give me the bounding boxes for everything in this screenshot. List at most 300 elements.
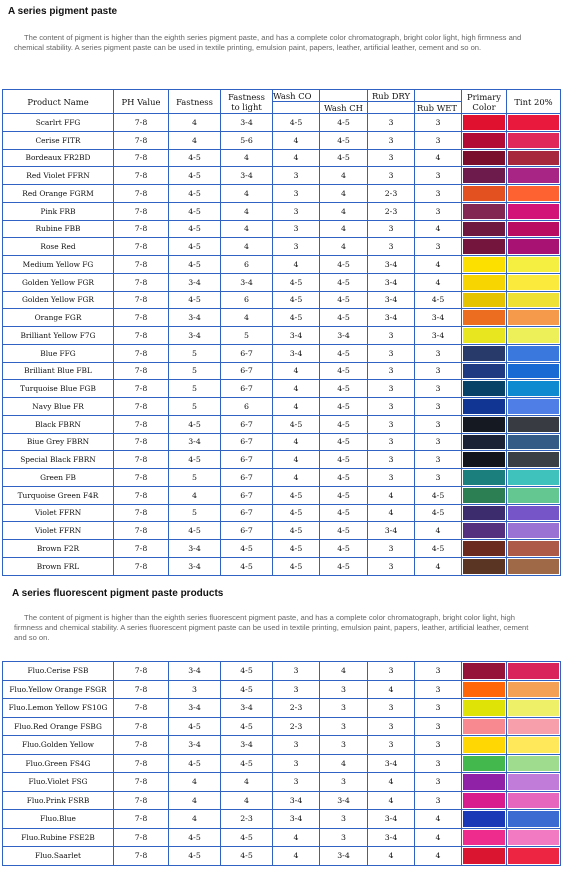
rub-wet-cell: 4 — [415, 828, 462, 847]
header-blank-3 — [273, 102, 320, 114]
primary-color-swatch — [463, 328, 505, 343]
tint-swatch-cell — [507, 662, 561, 681]
fastness-light-cell: 4-5 — [221, 717, 273, 736]
rub-wet-cell: 3 — [415, 699, 462, 718]
wash-ch-cell: 4 — [320, 220, 368, 238]
tint-swatch-cell — [507, 540, 561, 558]
primary-color-swatch-cell — [462, 773, 507, 792]
fastness-cell: 3-4 — [169, 662, 221, 681]
rub-dry-cell: 3 — [368, 114, 415, 132]
tint-swatch — [508, 488, 559, 503]
fastness-cell: 5 — [169, 504, 221, 522]
primary-color-swatch-cell — [462, 202, 507, 220]
fastness-light-cell: 6-7 — [221, 469, 273, 487]
wash-co-cell: 4-5 — [273, 309, 320, 327]
wash-ch-cell: 3 — [320, 736, 368, 755]
tint-swatch-cell — [507, 504, 561, 522]
tint-swatch-cell — [507, 131, 561, 149]
tint-swatch — [508, 830, 559, 846]
table-row — [3, 202, 561, 220]
ph-value-cell: 7-8 — [114, 680, 169, 699]
fastness-light-cell: 4-5 — [221, 754, 273, 773]
ph-value-cell: 7-8 — [114, 828, 169, 847]
rub-dry-cell: 2-3 — [368, 185, 415, 203]
primary-color-swatch-cell — [462, 469, 507, 487]
wash-co-cell: 4 — [273, 828, 320, 847]
fastness-light-cell: 6 — [221, 256, 273, 274]
header-blank-1 — [320, 90, 368, 102]
table-row — [3, 662, 561, 681]
table-row — [3, 680, 561, 699]
fastness-light-cell: 3-4 — [221, 699, 273, 718]
fastness-cell: 3-4 — [169, 327, 221, 345]
rub-dry-cell: 3-4 — [368, 291, 415, 309]
wash-ch-cell: 4-5 — [320, 433, 368, 451]
fastness-light-cell: 6 — [221, 291, 273, 309]
fastness-light-cell: 4-5 — [221, 540, 273, 558]
table-row — [3, 773, 561, 792]
rub-dry-cell: 3 — [368, 451, 415, 469]
ph-value-cell: 7-8 — [114, 433, 169, 451]
rub-dry-cell: 3 — [368, 433, 415, 451]
fastness-light-cell: 6-7 — [221, 380, 273, 398]
tint-swatch — [508, 257, 559, 272]
fastness-light-cell: 6-7 — [221, 522, 273, 540]
rub-wet-cell: 3 — [415, 415, 462, 433]
tint-swatch-cell — [507, 791, 561, 810]
wash-co-cell: 4-5 — [273, 415, 320, 433]
rub-dry-cell: 3-4 — [368, 309, 415, 327]
primary-color-swatch — [463, 222, 505, 237]
fastness-cell: 4-5 — [169, 256, 221, 274]
primary-color-swatch-cell — [462, 451, 507, 469]
tint-swatch — [508, 222, 559, 237]
primary-color-swatch — [463, 774, 505, 790]
rub-dry-cell: 3 — [368, 167, 415, 185]
rub-dry-cell: 3 — [368, 736, 415, 755]
primary-color-swatch — [463, 239, 505, 254]
table-row — [3, 114, 561, 132]
ph-value-cell: 7-8 — [114, 167, 169, 185]
rub-wet-cell: 3 — [415, 469, 462, 487]
header-wash-ch: Wash CH — [320, 102, 368, 114]
header-product-name: Product Name — [3, 90, 114, 114]
tint-swatch-cell — [507, 185, 561, 203]
fastness-light-cell: 5 — [221, 327, 273, 345]
primary-color-swatch — [463, 381, 505, 396]
primary-color-swatch-cell — [462, 185, 507, 203]
primary-color-swatch — [463, 682, 505, 698]
rub-wet-cell: 4 — [415, 522, 462, 540]
product-name-cell: Fluo.Cerise FSB — [3, 662, 114, 681]
section2-title: A series fluorescent pigment paste products — [12, 588, 224, 599]
ph-value-cell: 7-8 — [114, 486, 169, 504]
ph-value-cell: 7-8 — [114, 504, 169, 522]
pigment-table — [2, 89, 561, 576]
table-row — [3, 327, 561, 345]
wash-ch-cell: 4-5 — [320, 504, 368, 522]
wash-co-cell: 4-5 — [273, 557, 320, 575]
product-name-cell: Brilliant Yellow F7G — [3, 327, 114, 345]
rub-dry-cell: 3 — [368, 398, 415, 416]
wash-co-cell: 3-4 — [273, 810, 320, 829]
table-header-row — [3, 90, 561, 102]
table-row — [3, 451, 561, 469]
ph-value-cell: 7-8 — [114, 736, 169, 755]
product-name-cell: Rose Red — [3, 238, 114, 256]
tint-swatch — [508, 435, 559, 450]
fastness-cell: 4-5 — [169, 522, 221, 540]
product-name-cell: Fluo.Saarlet — [3, 847, 114, 866]
primary-color-swatch-cell — [462, 433, 507, 451]
product-name-cell: Fluo.Lemon Yellow FS10G — [3, 699, 114, 718]
rub-wet-cell: 3 — [415, 736, 462, 755]
tint-swatch-cell — [507, 380, 561, 398]
primary-color-swatch — [463, 559, 505, 574]
wash-ch-cell: 3-4 — [320, 327, 368, 345]
ph-value-cell: 7-8 — [114, 202, 169, 220]
rub-dry-cell: 4 — [368, 504, 415, 522]
wash-co-cell: 4-5 — [273, 291, 320, 309]
wash-co-cell: 4 — [273, 469, 320, 487]
header-blank-4 — [368, 102, 415, 114]
product-name-cell: Rubine FBB — [3, 220, 114, 238]
wash-co-cell: 3 — [273, 680, 320, 699]
tint-swatch — [508, 399, 559, 414]
wash-ch-cell: 3 — [320, 717, 368, 736]
product-name-cell: Turquoise Blue FGB — [3, 380, 114, 398]
rub-dry-cell: 3-4 — [368, 256, 415, 274]
primary-color-swatch — [463, 435, 505, 450]
tint-swatch-cell — [507, 736, 561, 755]
table-row — [3, 754, 561, 773]
primary-color-swatch-cell — [462, 131, 507, 149]
primary-color-swatch-cell — [462, 699, 507, 718]
fastness-cell: 4 — [169, 810, 221, 829]
primary-color-swatch — [463, 848, 505, 864]
fastness-light-cell: 4-5 — [221, 557, 273, 575]
fastness-light-cell: 4 — [221, 202, 273, 220]
ph-value-cell: 7-8 — [114, 540, 169, 558]
product-name-cell: Brilliant Blue FBL — [3, 362, 114, 380]
ph-value-cell: 7-8 — [114, 398, 169, 416]
table-row — [3, 380, 561, 398]
wash-ch-cell: 4 — [320, 754, 368, 773]
fastness-light-cell: 3-4 — [221, 114, 273, 132]
fastness-light-cell: 6-7 — [221, 433, 273, 451]
product-name-cell: Scarlrt FFG — [3, 114, 114, 132]
rub-dry-cell: 4 — [368, 791, 415, 810]
rub-dry-cell: 3-4 — [368, 754, 415, 773]
product-name-cell: Blue FFG — [3, 344, 114, 362]
tint-swatch — [508, 151, 559, 166]
ph-value-cell: 7-8 — [114, 810, 169, 829]
product-name-cell: Violet FFRN — [3, 504, 114, 522]
primary-color-swatch-cell — [462, 847, 507, 866]
primary-color-swatch — [463, 830, 505, 846]
tint-swatch — [508, 793, 559, 809]
header-wash-co: Wash CO — [273, 90, 320, 102]
tint-swatch — [508, 452, 559, 467]
wash-co-cell: 4 — [273, 847, 320, 866]
rub-dry-cell: 2-3 — [368, 202, 415, 220]
tint-swatch-cell — [507, 327, 561, 345]
table-row — [3, 736, 561, 755]
wash-ch-cell: 4-5 — [320, 522, 368, 540]
product-name-cell: Green FB — [3, 469, 114, 487]
primary-color-swatch-cell — [462, 309, 507, 327]
table-row — [3, 504, 561, 522]
product-name-cell: Orange FGR — [3, 309, 114, 327]
product-name-cell: Fluo.Golden Yellow — [3, 736, 114, 755]
product-name-cell: Fluo.Blue — [3, 810, 114, 829]
fastness-cell: 4-5 — [169, 238, 221, 256]
primary-color-swatch — [463, 204, 505, 219]
ph-value-cell: 7-8 — [114, 256, 169, 274]
product-name-cell: Brown F2R — [3, 540, 114, 558]
wash-ch-cell: 4-5 — [320, 486, 368, 504]
primary-color-swatch — [463, 523, 505, 538]
fastness-light-cell: 4-5 — [221, 680, 273, 699]
tint-swatch — [508, 506, 559, 521]
rub-wet-cell: 3 — [415, 680, 462, 699]
ph-value-cell: 7-8 — [114, 362, 169, 380]
tint-swatch — [508, 346, 559, 361]
ph-value-cell: 7-8 — [114, 185, 169, 203]
rub-wet-cell: 3 — [415, 773, 462, 792]
ph-value-cell: 7-8 — [114, 451, 169, 469]
ph-value-cell: 7-8 — [114, 149, 169, 167]
rub-dry-cell: 3 — [368, 717, 415, 736]
section1-title: A series pigment paste — [8, 6, 118, 17]
rub-dry-cell: 4 — [368, 680, 415, 699]
rub-wet-cell: 3 — [415, 451, 462, 469]
primary-color-swatch-cell — [462, 557, 507, 575]
tint-swatch-cell — [507, 451, 561, 469]
tint-swatch-cell — [507, 754, 561, 773]
wash-co-cell: 4-5 — [273, 540, 320, 558]
wash-co-cell: 4 — [273, 131, 320, 149]
header-rub-dry: Rub DRY — [368, 90, 415, 102]
product-name-cell: Golden Yellow FGR — [3, 291, 114, 309]
primary-color-swatch-cell — [462, 522, 507, 540]
rub-wet-cell: 3 — [415, 185, 462, 203]
primary-color-swatch-cell — [462, 114, 507, 132]
primary-color-swatch-cell — [462, 273, 507, 291]
rub-wet-cell: 3 — [415, 362, 462, 380]
rub-wet-cell: 3 — [415, 398, 462, 416]
wash-ch-cell: 3 — [320, 810, 368, 829]
table-row — [3, 149, 561, 167]
primary-color-swatch — [463, 663, 505, 679]
product-name-cell: Biue Grey FBRN — [3, 433, 114, 451]
tint-swatch-cell — [507, 415, 561, 433]
rub-wet-cell: 3 — [415, 754, 462, 773]
ph-value-cell: 7-8 — [114, 344, 169, 362]
primary-color-swatch-cell — [462, 810, 507, 829]
table-row — [3, 717, 561, 736]
wash-co-cell: 4-5 — [273, 504, 320, 522]
product-name-cell: Pink FRB — [3, 202, 114, 220]
rub-dry-cell: 3 — [368, 540, 415, 558]
product-name-cell: Navy Blue FR — [3, 398, 114, 416]
primary-color-swatch-cell — [462, 791, 507, 810]
product-name-cell: Turquoise Green F4R — [3, 486, 114, 504]
rub-dry-cell: 3 — [368, 220, 415, 238]
fastness-cell: 4 — [169, 486, 221, 504]
fastness-cell: 3-4 — [169, 540, 221, 558]
primary-color-swatch-cell — [462, 344, 507, 362]
table-row — [3, 415, 561, 433]
wash-co-cell: 4 — [273, 380, 320, 398]
rub-wet-cell: 3 — [415, 662, 462, 681]
fastness-cell: 4-5 — [169, 828, 221, 847]
primary-color-swatch — [463, 115, 505, 130]
tint-swatch-cell — [507, 256, 561, 274]
table-row — [3, 810, 561, 829]
tint-swatch-cell — [507, 557, 561, 575]
wash-ch-cell: 4-5 — [320, 256, 368, 274]
primary-color-swatch-cell — [462, 486, 507, 504]
ph-value-cell: 7-8 — [114, 847, 169, 866]
fastness-cell: 4 — [169, 773, 221, 792]
primary-color-swatch — [463, 310, 505, 325]
tint-swatch-cell — [507, 220, 561, 238]
rub-dry-cell: 3 — [368, 149, 415, 167]
tint-swatch — [508, 275, 559, 290]
fastness-cell: 5 — [169, 344, 221, 362]
primary-color-swatch-cell — [462, 291, 507, 309]
header-tint: Tint 20% — [507, 90, 561, 114]
primary-color-swatch-cell — [462, 149, 507, 167]
primary-color-swatch — [463, 506, 505, 521]
product-name-cell: Fluo.Rubine FSE2B — [3, 828, 114, 847]
wash-co-cell: 3-4 — [273, 344, 320, 362]
ph-value-cell: 7-8 — [114, 662, 169, 681]
tint-swatch — [508, 811, 559, 827]
wash-co-cell: 4 — [273, 433, 320, 451]
tint-swatch — [508, 115, 559, 130]
rub-dry-cell: 3 — [368, 699, 415, 718]
ph-value-cell: 7-8 — [114, 557, 169, 575]
wash-ch-cell: 4-5 — [320, 415, 368, 433]
tint-swatch-cell — [507, 167, 561, 185]
rub-dry-cell: 3 — [368, 362, 415, 380]
rub-wet-cell: 4-5 — [415, 291, 462, 309]
wash-ch-cell: 3 — [320, 828, 368, 847]
ph-value-cell: 7-8 — [114, 273, 169, 291]
section2-description: The content of pigment is higher than the eighth series fluorescent pigment paste, and has a complete color chromatograph, bright color light, high firmness and chemical stability. A series fluorescent pigment paste can be used in textile printing, emulsion paint, papers, leather, artificial leather, cement and so on. — [14, 613, 529, 642]
wash-ch-cell: 4-5 — [320, 149, 368, 167]
table-row — [3, 699, 561, 718]
rub-dry-cell: 3 — [368, 415, 415, 433]
rub-wet-cell: 4 — [415, 256, 462, 274]
wash-ch-cell: 4 — [320, 662, 368, 681]
tint-swatch-cell — [507, 398, 561, 416]
table-row — [3, 238, 561, 256]
wash-co-cell: 2-3 — [273, 699, 320, 718]
table-row — [3, 185, 561, 203]
tint-swatch — [508, 737, 559, 753]
rub-wet-cell: 3-4 — [415, 327, 462, 345]
header-fastness: Fastness — [169, 90, 221, 114]
wash-co-cell: 4 — [273, 362, 320, 380]
product-name-cell: Fluo.Green FS4G — [3, 754, 114, 773]
primary-color-swatch — [463, 793, 505, 809]
wash-ch-cell: 3 — [320, 699, 368, 718]
product-name-cell: Black FBRN — [3, 415, 114, 433]
rub-wet-cell: 3 — [415, 344, 462, 362]
fastness-cell: 4-5 — [169, 847, 221, 866]
wash-ch-cell: 4-5 — [320, 273, 368, 291]
primary-color-swatch — [463, 417, 505, 432]
primary-color-swatch-cell — [462, 504, 507, 522]
product-name-cell: Bordeaux FR2BD — [3, 149, 114, 167]
table-row — [3, 291, 561, 309]
fastness-cell: 4-5 — [169, 451, 221, 469]
wash-ch-cell: 4 — [320, 238, 368, 256]
product-name-cell: Cerise FITR — [3, 131, 114, 149]
rub-wet-cell: 4 — [415, 220, 462, 238]
wash-co-cell: 3 — [273, 220, 320, 238]
wash-ch-cell: 4-5 — [320, 540, 368, 558]
fastness-light-cell: 4 — [221, 773, 273, 792]
primary-color-swatch-cell — [462, 167, 507, 185]
wash-ch-cell: 3 — [320, 680, 368, 699]
product-name-cell: Fluo.Prink FSRB — [3, 791, 114, 810]
primary-color-swatch — [463, 737, 505, 753]
header-blank-2 — [415, 90, 462, 102]
tint-swatch — [508, 682, 559, 698]
rub-wet-cell: 3 — [415, 380, 462, 398]
ph-value-cell: 7-8 — [114, 773, 169, 792]
fastness-cell: 3-4 — [169, 309, 221, 327]
rub-wet-cell: 4 — [415, 810, 462, 829]
primary-color-swatch — [463, 133, 505, 148]
wash-co-cell: 3-4 — [273, 327, 320, 345]
product-name-cell: Medium Yellow FG — [3, 256, 114, 274]
tint-swatch-cell — [507, 344, 561, 362]
ph-value-cell: 7-8 — [114, 220, 169, 238]
rub-wet-cell: 4-5 — [415, 540, 462, 558]
primary-color-swatch-cell — [462, 256, 507, 274]
primary-color-swatch — [463, 700, 505, 716]
table-row — [3, 167, 561, 185]
primary-color-swatch-cell — [462, 680, 507, 699]
fastness-light-cell: 4 — [221, 238, 273, 256]
primary-color-swatch — [463, 151, 505, 166]
table-row — [3, 791, 561, 810]
primary-color-swatch-cell — [462, 717, 507, 736]
wash-ch-cell: 4-5 — [320, 398, 368, 416]
fastness-light-cell: 4 — [221, 791, 273, 810]
primary-color-swatch-cell — [462, 362, 507, 380]
fastness-light-cell: 4 — [221, 309, 273, 327]
table-row — [3, 256, 561, 274]
fastness-cell: 4-5 — [169, 167, 221, 185]
tint-swatch-cell — [507, 847, 561, 866]
wash-ch-cell: 4-5 — [320, 557, 368, 575]
fastness-light-cell: 6-7 — [221, 344, 273, 362]
fastness-cell: 4-5 — [169, 415, 221, 433]
wash-ch-cell: 4-5 — [320, 362, 368, 380]
tint-swatch-cell — [507, 486, 561, 504]
wash-co-cell: 3 — [273, 238, 320, 256]
tint-swatch — [508, 470, 559, 485]
ph-value-cell: 7-8 — [114, 522, 169, 540]
tint-swatch — [508, 774, 559, 790]
wash-ch-cell: 4-5 — [320, 114, 368, 132]
